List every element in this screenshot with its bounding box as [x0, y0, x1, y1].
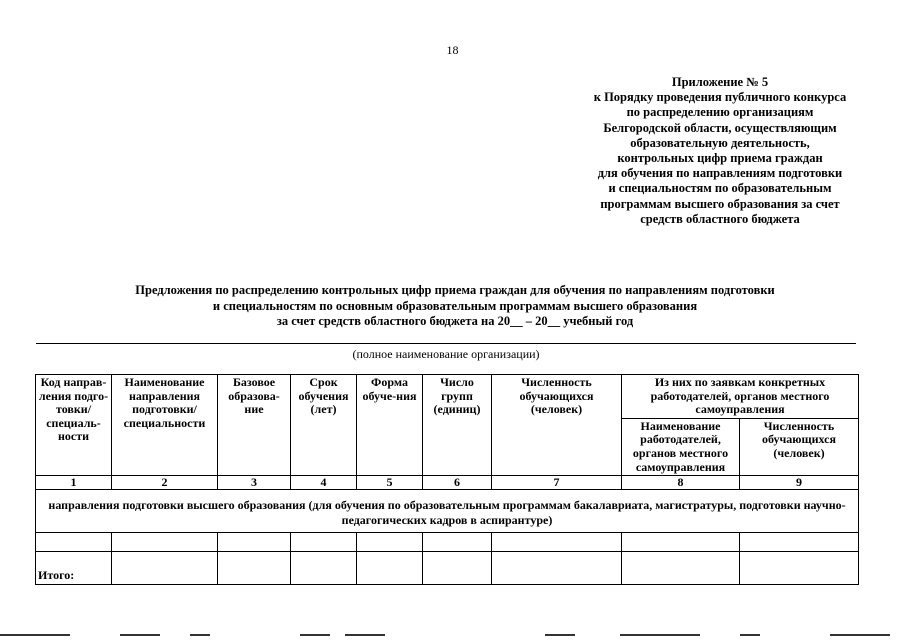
table-cell[interactable] — [218, 552, 291, 585]
table-cell[interactable] — [423, 533, 492, 552]
column-number: 9 — [740, 476, 859, 490]
scan-edge-marks — [0, 634, 905, 637]
table-cell[interactable] — [112, 533, 218, 552]
total-row — [36, 552, 859, 585]
table-cell[interactable] — [740, 552, 859, 585]
appendix-line: для обучения по направлениям подготовки — [597, 166, 843, 181]
table-cell[interactable] — [622, 552, 740, 585]
column-number: 4 — [291, 476, 357, 490]
header-name: Наименование направления подготовки/ специальности — [112, 375, 218, 476]
table-cell[interactable] — [36, 533, 112, 552]
table-cell[interactable] — [622, 533, 740, 552]
column-number: 3 — [218, 476, 291, 490]
appendix-line: программам высшего образования за счет — [600, 196, 840, 211]
table-cell[interactable] — [112, 552, 218, 585]
header-employers-group: Из них по заявкам конкретных работодателей, органов местного самоуправления — [622, 375, 859, 419]
appendix-block — [560, 75, 880, 227]
appendix-line: образовательную деятельность, — [630, 135, 810, 150]
column-number: 6 — [423, 476, 492, 490]
organization-name-field-line — [36, 343, 856, 344]
header-groups: Число групп (единиц) — [423, 375, 492, 476]
table-cell[interactable] — [423, 552, 492, 585]
table-cell[interactable] — [492, 533, 622, 552]
table-cell[interactable] — [357, 533, 423, 552]
appendix-line: к Порядку проведения публичного конкурса — [593, 90, 847, 105]
column-number: 7 — [492, 476, 622, 490]
appendix-line: контрольных цифр приема граждан — [617, 151, 823, 166]
appendix-line: средств областного бюджета — [640, 211, 800, 226]
table-cell[interactable] — [291, 533, 357, 552]
heading-line: Предложения по распределению контрольных цифр приема граждан для обучения по направлениям подготовки — [135, 283, 775, 297]
table-cell[interactable] — [291, 552, 357, 585]
column-number: 1 — [36, 476, 112, 490]
column-number: 2 — [112, 476, 218, 490]
section-title: направления подготовки высшего образования (для обучения по образовательным программам бакалавриата, магистратуры, подготовки научно-педагогических кадров в аспирантуре) — [36, 490, 859, 533]
header-code: Код направ-ления подго-товки/ специаль-ности — [36, 375, 112, 476]
column-number: 5 — [357, 476, 423, 490]
table-cell[interactable] — [218, 533, 291, 552]
header-employer-names: Наименование работодателей, органов местного самоуправления — [622, 418, 740, 475]
document-heading — [40, 283, 870, 330]
header-students: Численность обучающихся (человек) — [492, 375, 622, 476]
organization-caption: (полное наименование организации) — [352, 347, 540, 361]
header-form: Форма обуче-ния — [357, 375, 423, 476]
appendix-line: и специальностям по образовательным — [608, 181, 832, 196]
header-employer-students: Численность обучающихся (человек) — [740, 418, 859, 475]
column-number: 8 — [622, 476, 740, 490]
table-cell[interactable] — [357, 552, 423, 585]
header-basic-education: Базовое образова-ние — [218, 375, 291, 476]
table-row — [36, 533, 859, 552]
appendix-line: по распределению организациям — [626, 105, 814, 120]
appendix-title: Приложение № 5 — [671, 75, 769, 89]
heading-line: и специальностям по основным образовательным программам высшего образования — [212, 298, 698, 313]
proposals-table — [35, 374, 859, 585]
table-cell[interactable] — [740, 533, 859, 552]
page-number: 18 — [446, 43, 459, 57]
appendix-line: Белгородской области, осуществляющим — [603, 120, 837, 135]
table-cell[interactable] — [492, 552, 622, 585]
total-label: Итого: — [36, 552, 112, 585]
heading-line: за счет средств областного бюджета на 20__ – 20__ учебный год — [276, 314, 634, 328]
header-term: Срок обучения (лет) — [291, 375, 357, 476]
